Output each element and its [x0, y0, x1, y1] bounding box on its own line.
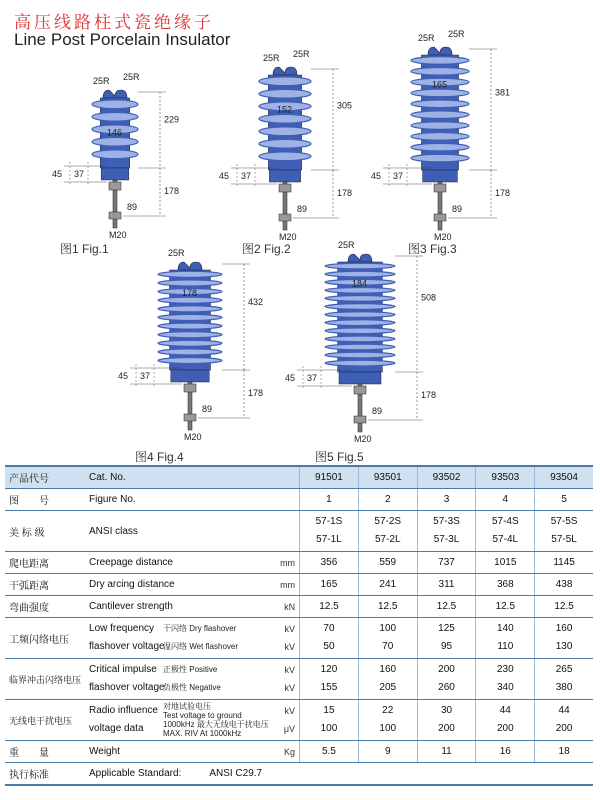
radius-label: 25R [448, 29, 465, 39]
shed [411, 89, 469, 97]
unit: mm [271, 574, 300, 596]
shed [411, 122, 469, 130]
shed [158, 349, 222, 355]
cell: 57-2S 57-2L [358, 511, 417, 552]
unit: kV μV [271, 700, 300, 741]
cell: 12.5 [300, 596, 359, 618]
shed [158, 280, 222, 286]
diameter-label: 165 [432, 79, 448, 90]
thread-length-label: 89 [297, 204, 308, 214]
cell: 16 [476, 741, 535, 763]
figure-caption: 图3 Fig.3 [408, 242, 457, 256]
nut [354, 386, 366, 394]
row-figure-no [5, 489, 593, 511]
radius-label: 25R [338, 240, 355, 250]
shed [158, 340, 222, 346]
label-en: ANSI class [83, 511, 271, 552]
thread-size-label: M20 [109, 230, 127, 240]
diameter-label: 184 [352, 278, 368, 289]
radius-label: 25R [168, 248, 185, 258]
shed [158, 306, 222, 312]
radius-label: 25R [93, 76, 110, 86]
nut [109, 212, 121, 219]
cell: 1145 [535, 552, 593, 574]
label-en: Radio influence voltage data 对地试验电压 Test voltage to ground 1000kHz 最大无线电干扰电压 MAX. RIV At 1000kHz [83, 700, 271, 741]
cell: 125 95 [417, 618, 476, 659]
base-flange [101, 168, 129, 180]
cell: 160 130 [535, 618, 593, 659]
spec-table [5, 465, 593, 786]
row-low-frequency [5, 618, 593, 659]
flange-label: 45 [52, 169, 63, 179]
cell: 5.5 [300, 741, 359, 763]
top-cap [103, 90, 127, 98]
top-cap [348, 254, 372, 262]
thread-length-label: 89 [202, 404, 213, 414]
top-cap [178, 262, 202, 270]
cell: 120 155 [300, 659, 359, 700]
shed [158, 323, 222, 329]
cell: 12.5 [535, 596, 593, 618]
height-label: 381 [495, 87, 511, 98]
thread-size-label: M20 [434, 232, 452, 242]
cell: 44 200 [535, 700, 593, 741]
row-weight [5, 741, 593, 763]
shed [92, 100, 138, 109]
row-critical-impulse [5, 659, 593, 700]
flange-label: 45 [118, 371, 129, 381]
row-cat-no [5, 466, 593, 489]
cell: 91501 [300, 466, 359, 489]
unit: Kg [271, 741, 300, 763]
cell: 438 [535, 574, 593, 596]
nut [184, 414, 196, 421]
label-cn: 干弧距离 [5, 574, 83, 596]
shed [325, 304, 395, 310]
cell: 93501 [358, 466, 417, 489]
cell: 9 [358, 741, 417, 763]
label-cn: 无线电干扰电压 [5, 700, 83, 741]
shed [325, 336, 395, 342]
cell: 30 200 [417, 700, 476, 741]
shed [325, 360, 395, 366]
radius-label: 25R [418, 33, 435, 43]
shed [259, 89, 311, 98]
unit: kV kV [271, 659, 300, 700]
label-cn: 产品代号 [5, 466, 83, 489]
flange-label: 37 [241, 171, 252, 181]
label-cn: 弯曲强度 [5, 596, 83, 618]
shed [325, 287, 395, 293]
height-label: 432 [248, 297, 264, 307]
cell: 230 340 [476, 659, 535, 700]
figure-caption: 图1 Fig.1 [60, 242, 109, 256]
cell: 44 200 [476, 700, 535, 741]
flange-label: 45 [371, 171, 382, 181]
cell: 200 260 [417, 659, 476, 700]
label-en: Low frequency flashover voltage 干闪络 Dry flashover 湿闪络 Wet flashover [83, 618, 271, 659]
unit: mm [271, 552, 300, 574]
base-flange [339, 372, 381, 384]
label-en: Cat. No. [83, 466, 271, 489]
label-cn: 爬电距离 [5, 552, 83, 574]
nut [434, 184, 446, 192]
cell: 100 70 [358, 618, 417, 659]
shed [325, 352, 395, 358]
cell: 57-5S 57-5L [535, 511, 593, 552]
shed [325, 312, 395, 318]
shed [158, 332, 222, 338]
shed [158, 271, 222, 277]
diameter-label: 152 [277, 104, 293, 115]
flange-label: 37 [74, 169, 85, 179]
flange-label: 37 [140, 371, 151, 381]
row-radio-influence [5, 700, 593, 741]
label-cn: 美 标 级 [5, 511, 83, 552]
shed [411, 133, 469, 141]
shed [92, 112, 138, 121]
diameter-label: 178 [182, 287, 198, 298]
shed [158, 314, 222, 320]
cell: 368 [476, 574, 535, 596]
cell: 1015 [476, 552, 535, 574]
standard-text: Applicable Standard: ANSI C29.7 [83, 763, 593, 786]
label-en: Creepage distance [83, 552, 271, 574]
shed [325, 271, 395, 277]
label-cn: 执行标准 [5, 763, 83, 786]
base-flange [171, 370, 209, 382]
cell: 12.5 [417, 596, 476, 618]
label-cn: 重 量 [5, 741, 83, 763]
nut [279, 184, 291, 192]
unit: kN [271, 596, 300, 618]
top-cap [273, 67, 297, 75]
cell: 140 110 [476, 618, 535, 659]
label-en: Critical impulse flashover voltage 正极性 Positive 负极性 Negative [83, 659, 271, 700]
flange-label: 37 [393, 171, 404, 181]
shed [259, 77, 311, 86]
shed [259, 114, 311, 123]
stud-length-label: 178 [495, 188, 511, 198]
cell: 265 380 [535, 659, 593, 700]
cell: 57-4S 57-4L [476, 511, 535, 552]
thread-length-label: 89 [372, 406, 383, 416]
nut [184, 384, 196, 392]
nut [354, 416, 366, 423]
shed [411, 67, 469, 75]
thread-length-label: 89 [452, 204, 463, 214]
shed [325, 328, 395, 334]
nut [279, 214, 291, 221]
thread-size-label: M20 [354, 434, 372, 444]
cell: 18 [535, 741, 593, 763]
flange-label: 37 [307, 373, 318, 383]
cell: 737 [417, 552, 476, 574]
title-chinese: 高压线路柱式瓷绝缘子 [14, 13, 214, 33]
label-cn: 工频闪络电压 [5, 618, 83, 659]
cell: 57-3S 57-3L [417, 511, 476, 552]
shed [158, 297, 222, 303]
nut [109, 182, 121, 190]
shed [325, 320, 395, 326]
cell: 559 [358, 552, 417, 574]
cell: 3 [417, 489, 476, 511]
cell: 93503 [476, 466, 535, 489]
row-ansi-class [5, 511, 593, 552]
stud-length-label: 178 [337, 188, 353, 198]
thread-size-label: M20 [184, 432, 202, 442]
shed [411, 100, 469, 108]
row-standard [5, 763, 593, 786]
label-en: Dry arcing distance [83, 574, 271, 596]
cell: 241 [358, 574, 417, 596]
height-label: 305 [337, 100, 353, 111]
cell: 165 [300, 574, 359, 596]
cell: 4 [476, 489, 535, 511]
flange-label: 45 [219, 171, 230, 181]
cell: 70 50 [300, 618, 359, 659]
radius-label: 25R [263, 53, 280, 63]
figure-caption: 图4 Fig.4 [135, 450, 184, 464]
cell: 15 100 [300, 700, 359, 741]
height-label: 229 [164, 114, 180, 125]
base-flange [269, 170, 300, 182]
cell: 356 [300, 552, 359, 574]
label-en: Weight [83, 741, 271, 763]
cell: 160 205 [358, 659, 417, 700]
shed [411, 143, 469, 151]
cell: 1 [300, 489, 359, 511]
cell: 22 100 [358, 700, 417, 741]
diameter-label: 146 [107, 127, 123, 138]
cell: 311 [417, 574, 476, 596]
figure-caption: 图5 Fig.5 [315, 450, 364, 464]
radius-label: 25R [293, 49, 310, 59]
label-cn: 图 号 [5, 489, 83, 511]
title-english: Line Post Porcelain Insulator [14, 30, 231, 49]
cell: 93502 [417, 466, 476, 489]
cell: 5 [535, 489, 593, 511]
base-flange [423, 170, 458, 182]
shed [158, 358, 222, 364]
shed [259, 152, 311, 161]
label-cn: 临界冲击闪络电压 [5, 659, 83, 700]
shed [92, 150, 138, 159]
stud-length-label: 178 [421, 390, 437, 400]
row-dry-arcing [5, 574, 593, 596]
cell: 57-1S 57-1L [300, 511, 359, 552]
row-cantilever [5, 596, 593, 618]
label-en: Cantilever strength [83, 596, 271, 618]
stud-length-label: 178 [164, 186, 180, 196]
cell: 12.5 [358, 596, 417, 618]
shed [325, 344, 395, 350]
height-label: 508 [421, 292, 437, 303]
shed [411, 111, 469, 119]
thread-size-label: M20 [279, 232, 297, 242]
cell: 2 [358, 489, 417, 511]
stud-length-label: 178 [248, 388, 264, 398]
shed [92, 137, 138, 146]
thread-length-label: 89 [127, 202, 138, 212]
shed [259, 127, 311, 136]
flange-label: 45 [285, 373, 296, 383]
cell: 12.5 [476, 596, 535, 618]
shed [325, 263, 395, 269]
nut [434, 214, 446, 221]
top-cap [428, 47, 452, 55]
label-en: Figure No. [83, 489, 271, 511]
shed [411, 154, 469, 162]
shed [325, 296, 395, 302]
radius-label: 25R [123, 72, 140, 82]
cell: 11 [417, 741, 476, 763]
cell: 93504 [535, 466, 593, 489]
insulator-figure-3 [371, 28, 580, 242]
figure-caption: 图2 Fig.2 [242, 242, 291, 256]
shed [259, 139, 311, 148]
unit: kV kV [271, 618, 300, 659]
row-creepage [5, 552, 593, 574]
shed [411, 57, 469, 65]
